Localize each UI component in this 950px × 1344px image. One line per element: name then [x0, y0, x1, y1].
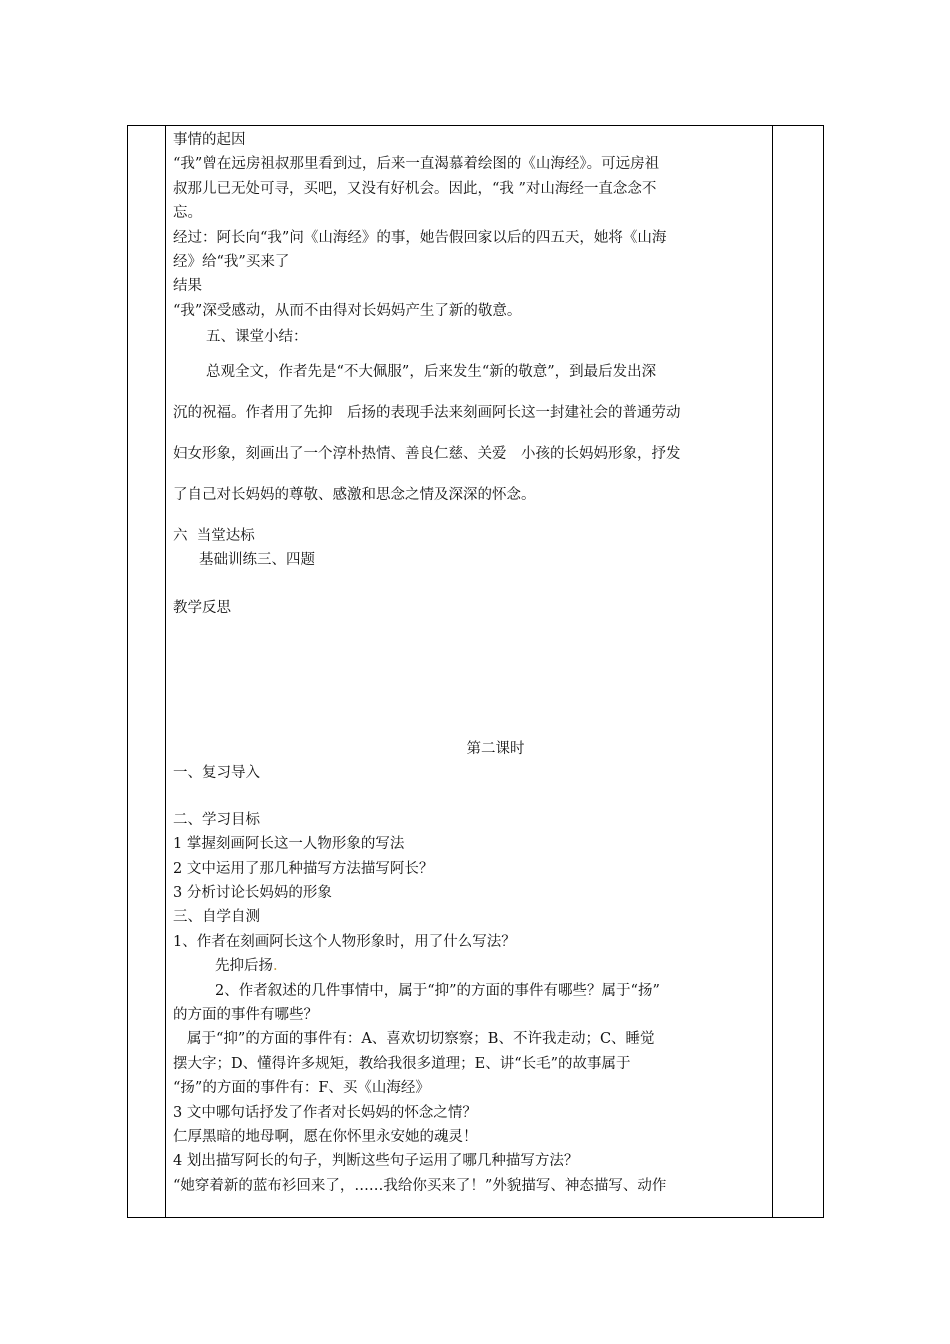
answer-1 [173, 954, 768, 978]
goal-item: 3 分析讨论长妈妈的形象 [173, 884, 332, 901]
section-six-heading: 六 当堂达标 [173, 527, 255, 544]
reflection-heading: 教学反思 [173, 600, 231, 617]
summary-paragraph [173, 352, 768, 516]
table-column-divider-left [165, 126, 166, 1217]
summary-line: 沉的祝福。作者用了先抑 后扬的表现手法来刻画阿长这一封建社会的普通劳动 [173, 404, 681, 421]
summary-line: 总观全文，作者先是“不大佩服”，后来发生“新的敬意”，到最后发出深 [206, 363, 657, 380]
goals-heading: 二、学习目标 [173, 811, 260, 828]
question-3: 3 文中哪句话抒发了作者对长妈妈的怀念之情？ [173, 1104, 477, 1121]
question-2-line: 2、作者叙述的几件事情中，属于“抑”的方面的事件有哪些？属于“扬” [215, 982, 660, 999]
goal-item: 1 掌握刻画阿长这一人物形象的写法 [173, 836, 405, 853]
summary-heading: 五、课堂小结： [206, 329, 308, 346]
answer-4: “她穿着新的蓝布衫回来了，……我给你买来了！”外貌描写、神态描写、动作 [173, 1177, 667, 1194]
table-column-divider-right [772, 126, 773, 1217]
exercise-item: 基础训练三、四题 [199, 552, 315, 569]
answer-2-line: 摆大字；D、懂得许多规矩，教给我很多道理；E、讲“长毛”的故事属于 [173, 1055, 631, 1072]
question-1: 1、作者在刻画阿长这个人物形象时，用了什么写法？ [173, 933, 516, 950]
lesson-content [173, 128, 768, 1198]
question-4: 4 划出描写阿长的句子，判断这些句子运用了哪几种描写方法？ [173, 1153, 579, 1170]
cause-text-line: “我”曾在远房祖叔那里看到过，后来一直渴慕着绘图的《山海经》。可远房祖 [173, 156, 660, 173]
cause-heading: 事情的起因 [173, 132, 246, 148]
answer-2-line: 属于“抑”的方面的事件有：A、喜欢切切察察；B、不许我走动；C、睡觉 [187, 1031, 655, 1048]
cause-text-line: 忘。 [173, 205, 202, 222]
summary-line: 了自己对长妈妈的尊敬、感激和思念之情及深深的怀念。 [173, 486, 536, 503]
process-text-line: 经过：阿长向“我”问《山海经》的事，她告假回家以后的四五天，她将《山海 [173, 229, 667, 246]
lesson-two-title: 第二课时 [466, 740, 525, 757]
self-test-heading: 三、自学自测 [173, 909, 260, 926]
answer-2-line: “扬”的方面的事件有：F、买《山海经》 [173, 1080, 430, 1097]
cause-text-line: 叔那儿已无处可寻，买吧，又没有好机会。因此，“我 ”对山海经一直念念不 [173, 180, 657, 197]
answer-3: 仁厚黑暗的地母啊，愿在你怀里永安她的魂灵！ [173, 1128, 478, 1145]
summary-line: 妇女形象，刻画出了一个淳朴热情、善良仁慈、关爱 小孩的长妈妈形象，抒发 [173, 445, 681, 462]
goal-item: 2 文中运用了那几种描写方法描写阿长？ [173, 860, 434, 877]
answer-1-mark: . [273, 958, 278, 975]
result-text: “我”深受感动，从而不由得对长妈妈产生了新的敬意。 [173, 302, 522, 319]
answer-1-text: 先抑后扬 [215, 958, 273, 975]
question-2-line: 的方面的事件有哪些？ [173, 1006, 318, 1023]
process-text-line: 经》给“我”买来了 [173, 254, 290, 271]
review-heading: 一、复习导入 [173, 765, 260, 782]
result-heading: 结果 [173, 278, 202, 295]
